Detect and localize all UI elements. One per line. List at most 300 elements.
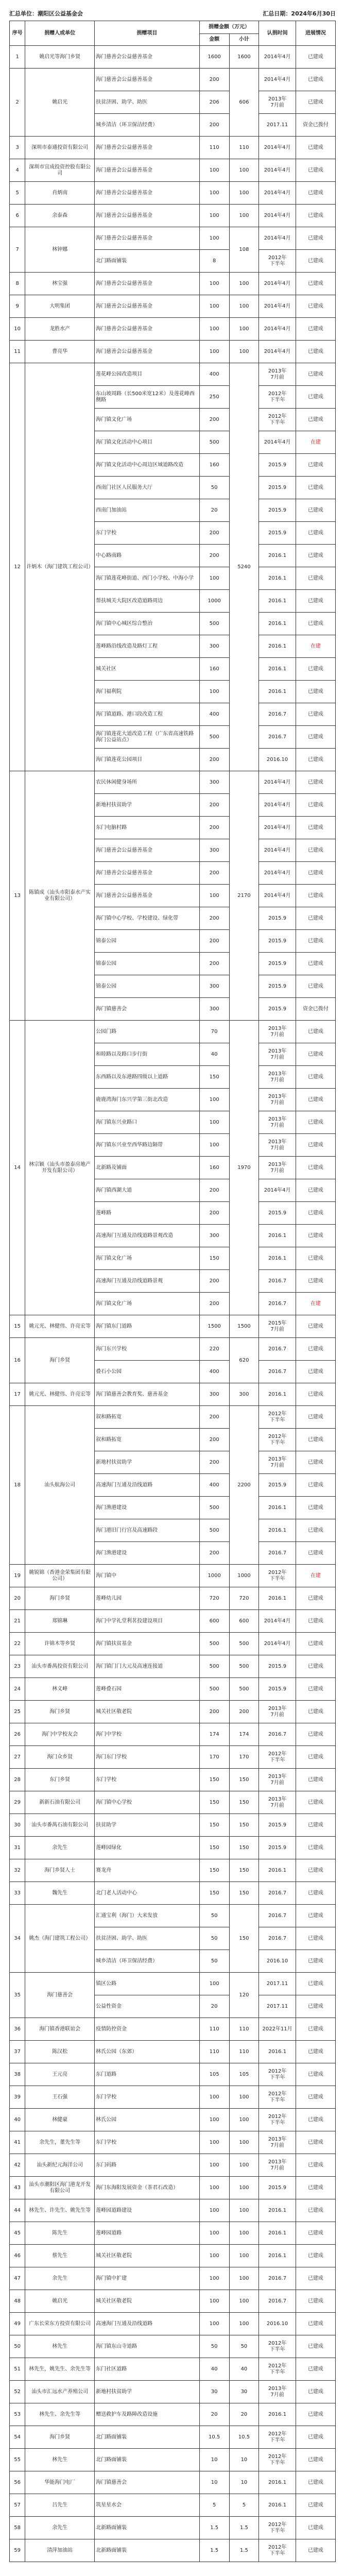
amount-cell: 5: [199, 2494, 229, 2517]
status-cell: 已建成: [296, 2517, 335, 2539]
status-cell: 已建成: [296, 1315, 335, 1338]
project-cell: 锦泰公园: [95, 930, 200, 953]
date-cell: 2016.7: [259, 726, 296, 749]
amount-cell: 250: [199, 386, 229, 409]
project-cell: 城关社区: [95, 658, 200, 681]
donor-cell: 姚启光: [25, 69, 95, 137]
amount-cell: 105: [199, 2063, 229, 2086]
amount-cell: 100: [199, 2177, 229, 2199]
date-cell: 2016.1: [259, 2041, 296, 2063]
date-cell: 2016.1: [259, 590, 296, 613]
project-cell: 海门镇文化活动中心项目: [95, 431, 200, 454]
date-cell: 2014年4月: [259, 273, 296, 295]
table-row: [10, 227, 336, 250]
amount-cell: 170: [199, 1746, 229, 1769]
subtotal-cell: 100: [229, 2109, 259, 2131]
amount-cell: 150: [199, 1791, 229, 1814]
date-cell: 2013年 7月前: [259, 2131, 296, 2154]
amount-cell: 70: [199, 1021, 229, 1043]
amount-cell: 100: [199, 2245, 229, 2267]
subtotal-cell: 150: [229, 1859, 259, 1882]
date-cell: 2016.7: [259, 1293, 296, 1315]
amount-cell: 100: [199, 1134, 229, 1157]
status-cell: 已建成: [296, 953, 335, 975]
project-cell: 海门慈善会公益慈善基金: [95, 318, 200, 341]
table-row: [10, 2517, 336, 2539]
table-row: [10, 771, 336, 794]
row-number: 49: [10, 2313, 25, 2335]
amount-cell: 300: [199, 1225, 229, 1247]
status-cell: 已建成: [296, 1270, 335, 1293]
project-cell: 海门慈善会公益慈善基金: [95, 862, 200, 885]
amount-cell: 200: [199, 1179, 229, 1202]
amount-cell: 50: [199, 1950, 229, 1973]
row-number: 39: [10, 2086, 25, 2109]
status-cell: 已建成: [296, 975, 335, 998]
project-cell: 莲峰园道路: [95, 2222, 200, 2245]
row-number: 51: [10, 2358, 25, 2381]
table-row: [10, 159, 336, 182]
table-row: [10, 2041, 336, 2063]
amount-cell: 1.5: [199, 2539, 229, 2562]
date-cell: 2016.7: [259, 1723, 296, 1746]
project-cell: 海门镇东门道路: [95, 1315, 200, 1338]
subtotal-cell: 10: [229, 2471, 259, 2494]
date-cell: 2016.1: [259, 635, 296, 658]
table-row: [10, 273, 336, 295]
amount-cell: 200: [199, 1293, 229, 1315]
status-cell: 已建成: [296, 1066, 335, 1089]
project-cell: 海门镇中心学校: [95, 1791, 200, 1814]
date-cell: 2016.7: [259, 1542, 296, 1565]
date-cell: 2014年4月: [259, 817, 296, 839]
status-cell: 已建成: [296, 1859, 335, 1882]
date-cell: 2014年4月: [259, 341, 296, 363]
row-number: 56: [10, 2471, 25, 2494]
amount-cell: 400: [199, 1361, 229, 1383]
status-cell: 已建成: [296, 703, 335, 726]
row-number: 44: [10, 2199, 25, 2222]
row-number: 29: [10, 1791, 25, 1814]
status-cell: 已建成: [296, 885, 335, 907]
date-cell: 2012年 下半年: [259, 2358, 296, 2381]
subtotal-cell: 500: [229, 1678, 259, 1701]
date-cell: 2014年4月: [259, 431, 296, 454]
amount-cell: 20: [199, 499, 229, 522]
date-cell: 2013年 7月前: [259, 1111, 296, 1134]
status-cell: 已建成: [296, 1406, 335, 1429]
donor-cell: 林先生、余先生等: [25, 2403, 95, 2426]
subtotal-cell: 620: [229, 1338, 259, 1383]
table-row: [10, 2539, 336, 2562]
date-cell: 2016.1: [259, 1383, 296, 1406]
date-cell: 2014年4月: [259, 885, 296, 907]
status-cell: 已建成: [296, 182, 335, 205]
date-cell: 2012年 下半年: [259, 2539, 296, 2562]
row-number: 4: [10, 159, 25, 182]
date-cell: 2012年 下半年: [259, 2335, 296, 2358]
amount-cell: 50: [199, 2335, 229, 2358]
table-row: [10, 1701, 336, 1723]
status-cell: 已建成: [296, 726, 335, 749]
project-cell: 莲峰叠石园: [95, 1678, 200, 1701]
date-cell: 2013年 7月前: [259, 1701, 296, 1723]
row-number: 32: [10, 1859, 25, 1882]
date-label: 汇总日期：2024年6月30日: [263, 10, 336, 17]
row-number: 9: [10, 295, 25, 318]
table-row: [10, 1882, 336, 1905]
table-row: [10, 2086, 336, 2109]
amount-cell: 150: [199, 1882, 229, 1905]
project-cell: 海门镇莲花公园项目: [95, 749, 200, 771]
subtotal-cell: 100: [229, 2222, 259, 2245]
project-cell: 海门镇门门大元及高速连接道: [95, 1655, 200, 1678]
amount-cell: 300: [199, 635, 229, 658]
donor-cell: 海门乡贤: [25, 2426, 95, 2449]
date-cell: 2013年 7月前: [259, 1451, 296, 1474]
date-cell: 2015年 7月前: [259, 1315, 296, 1338]
project-cell: 海门镇慈善会: [95, 998, 200, 1021]
row-number: 52: [10, 2381, 25, 2403]
status-cell: 已建成: [296, 1995, 335, 2018]
date-cell: 2013年 7月前: [259, 363, 296, 386]
amount-cell: 100: [199, 2109, 229, 2131]
row-number: 55: [10, 2449, 25, 2471]
amount-cell: 10: [199, 2471, 229, 2494]
status-cell: 已建成: [296, 1179, 335, 1202]
amount-cell: 100: [199, 567, 229, 590]
project-cell: 海门镇东兴业路口: [95, 1111, 200, 1134]
amount-cell: 206: [199, 91, 229, 114]
date-cell: 2016.10: [259, 2313, 296, 2335]
project-cell: 海门慈善会公益慈善基金: [95, 273, 200, 295]
date-cell: 2016.7: [259, 1927, 296, 1950]
project-cell: 高速海门互通及沿线道路景观: [95, 1270, 200, 1293]
donor-cell: 大明集团: [25, 295, 95, 318]
col-header-date: 认捐时间: [259, 21, 296, 46]
amount-cell: 100: [199, 227, 229, 250]
row-number: 26: [10, 1723, 25, 1746]
date-cell: 2022年11月: [259, 2018, 296, 2041]
amount-cell: 150: [199, 1066, 229, 1089]
col-header-subtotal: 小计: [229, 34, 259, 46]
project-cell: 海门镇东兴业至西华路边隔带: [95, 1134, 200, 1157]
amount-cell: 150: [199, 1859, 229, 1882]
project-cell: 海门东兴学校: [95, 1338, 200, 1361]
date-cell: 2012年 下半年: [259, 2449, 296, 2471]
status-cell: 已建成: [296, 2358, 335, 2381]
subtotal-cell: 100: [229, 2290, 259, 2313]
table-row: [10, 1769, 336, 1791]
amount-cell: 150: [199, 1837, 229, 1859]
status-cell: 已建成: [296, 771, 335, 794]
table-row: [10, 2245, 336, 2267]
row-number: 3: [10, 137, 25, 159]
status-cell: 已建成: [296, 907, 335, 930]
status-cell: 已建成: [296, 590, 335, 613]
subtotal-cell: 100: [229, 182, 259, 205]
amount-cell: 500: [199, 1497, 229, 1519]
status-cell: 已建成: [296, 205, 335, 227]
amount-cell: 50: [199, 1927, 229, 1950]
project-cell: 海门渔港建设: [95, 1497, 200, 1519]
project-cell: 东门学校: [95, 1769, 200, 1791]
subtotal-cell: 30: [229, 2381, 259, 2403]
amount-cell: 20: [199, 2403, 229, 2426]
table-row: [10, 1905, 336, 1927]
donor-cell: 王元亮: [25, 2063, 95, 2086]
amount-cell: 500: [199, 726, 229, 749]
amount-cell: 100: [199, 273, 229, 295]
project-cell: 高速海门互通及沿线道路景观改造: [95, 1225, 200, 1247]
table-row: [10, 2494, 336, 2517]
project-cell: 海门镇慈善会: [95, 2471, 200, 2494]
sheet-header: [9, 6, 336, 20]
row-number: 45: [10, 2222, 25, 2245]
status-cell: 已建成: [296, 363, 335, 386]
status-cell: 已建成: [296, 1723, 335, 1746]
status-cell: 已建成: [296, 1701, 335, 1723]
amount-cell: 200: [199, 817, 229, 839]
row-number: 24: [10, 1678, 25, 1701]
subtotal-cell: 105: [229, 2063, 259, 2086]
donor-cell: 林宝强: [25, 273, 95, 295]
project-cell: 林氏公园（东郊）: [95, 2041, 200, 2063]
date-cell: 2012年 下半年: [259, 2517, 296, 2539]
subtotal-cell: 120: [229, 1973, 259, 2018]
amount-cell: 200: [199, 1429, 229, 1451]
status-cell: 已建成: [296, 1202, 335, 1225]
date-cell: 2015.9: [259, 1678, 296, 1701]
project-cell: 高速海门互通及沿线道路: [95, 1474, 200, 1497]
subtotal-cell: 1.5: [229, 2539, 259, 2562]
date-cell: 2014年4月: [259, 46, 296, 69]
table-row: [10, 2109, 336, 2131]
amount-cell: 100: [199, 681, 229, 703]
project-cell: 农民休闲健身场所: [95, 771, 200, 794]
date-cell: 2014年4月: [259, 182, 296, 205]
amount-cell: 160: [199, 454, 229, 477]
donor-cell: 姚元光、林健伟、许亮宏等: [25, 1383, 95, 1406]
status-cell: 已建成: [296, 681, 335, 703]
project-cell: 海门镇东山寺道路: [95, 2335, 200, 2358]
amount-cell: 100: [199, 2222, 229, 2245]
table-row: [10, 46, 336, 69]
status-cell: 已建成: [296, 2403, 335, 2426]
status-cell: 已建成: [296, 1338, 335, 1361]
status-cell: 已建成: [296, 1089, 335, 1111]
project-cell: 东门道路: [95, 2063, 200, 2086]
amount-cell: 200: [199, 953, 229, 975]
donor-cell: 林先生、许先生、姚先生等: [25, 2199, 95, 2222]
date-cell: 2015.9: [259, 975, 296, 998]
donor-cell: 许炳木（海门建筑工程公司）: [25, 363, 95, 771]
subtotal-cell: 110: [229, 137, 259, 159]
date-cell: 2014年4月: [259, 1179, 296, 1202]
project-cell: 莲峰园绿化: [95, 1837, 200, 1859]
status-cell: 已建成: [296, 1474, 335, 1497]
project-cell: 城关社区敬老院: [95, 2245, 200, 2267]
date-cell: 2016.1: [259, 681, 296, 703]
amount-cell: 200: [199, 907, 229, 930]
table-row: [10, 1338, 336, 1361]
project-cell: 海门中学礼堂利茗投建设项目: [95, 1610, 200, 1633]
status-cell: 已建成: [296, 567, 335, 590]
project-cell: 扶贫助学: [95, 1814, 200, 1837]
subtotal-cell: 100: [229, 159, 259, 182]
row-number: 34: [10, 1905, 25, 1973]
project-cell: 海门镇文化广场: [95, 1293, 200, 1315]
project-cell: 赠送救护车及路障改造设施: [95, 2403, 200, 2426]
row-number: 42: [10, 2154, 25, 2177]
project-cell: 城关社区敬老院: [95, 2290, 200, 2313]
date-cell: 2016.7: [259, 1361, 296, 1383]
table-row: [10, 1655, 336, 1678]
status-cell: 已建成: [296, 273, 335, 295]
subtotal-cell: 170: [229, 1746, 259, 1769]
date-cell: 2016.1: [259, 567, 296, 590]
table-row: [10, 2018, 336, 2041]
project-cell: 东门学校: [95, 2086, 200, 2109]
project-cell: 海门镇道路、港口段改造工程: [95, 703, 200, 726]
subtotal-cell: 100: [229, 2313, 259, 2335]
date-cell: 2012年 下半年: [259, 386, 296, 409]
project-cell: 北门路面铺装: [95, 250, 200, 273]
subtotal-cell: 100: [229, 2154, 259, 2177]
date-cell: 2015.9: [259, 522, 296, 545]
date-cell: 2016.7: [259, 703, 296, 726]
status-cell: 已建成: [296, 749, 335, 771]
donor-cell: 余先生，董先生等: [25, 2131, 95, 2154]
project-cell: 东山坡周路（长500米宽12米）及莲花峰西侧路: [95, 386, 200, 409]
donor-cell: 东门乡贤: [25, 1769, 95, 1791]
donor-cell: 魏先生: [25, 1882, 95, 1905]
date-cell: 2016.10: [259, 749, 296, 771]
status-cell: 已建成: [296, 2222, 335, 2245]
project-cell: 海门港旧门行宫及高速路段: [95, 1519, 200, 1542]
project-cell: 北门路面铺装: [95, 2426, 200, 2449]
donation-table: [9, 21, 336, 2562]
status-cell: 已建成: [296, 839, 335, 862]
project-cell: 扶贫济困、助学、助医: [95, 1927, 200, 1950]
status-cell: 已建成: [296, 1134, 335, 1157]
donor-cell: 曹亮华: [25, 341, 95, 363]
amount-cell: 1.5: [199, 2517, 229, 2539]
col-header-amount-value: 金额: [199, 34, 229, 46]
table-row: [10, 1406, 336, 1429]
donor-cell: 海门中学校友会: [25, 1723, 95, 1746]
status-cell: 资金已拨付: [296, 114, 335, 137]
date-cell: 2014年4月: [259, 862, 296, 885]
amount-cell: 100: [199, 318, 229, 341]
project-cell: 海门中学校: [95, 1723, 200, 1746]
table-row: [10, 1973, 336, 1995]
date-cell: 2013年 7月前: [259, 1089, 296, 1111]
status-cell: 已建成: [296, 1429, 335, 1451]
date-cell: 2013年 7月前: [259, 1157, 296, 1179]
date-cell: 2012年 下半年: [259, 2086, 296, 2109]
donor-cell: 海门众乡贤: [25, 1746, 95, 1769]
subtotal-cell: 150: [229, 1882, 259, 1905]
table-row: [10, 1723, 336, 1746]
status-cell: 已建成: [296, 2471, 335, 2494]
status-cell: 已建成: [296, 1519, 335, 1542]
project-cell: 中心路南路: [95, 545, 200, 567]
date-cell: 2013年 7月前: [259, 1791, 296, 1814]
status-cell: 已建成: [296, 2018, 335, 2041]
date-cell: 2016.7: [259, 1270, 296, 1293]
date-cell: 2012年 下半年: [259, 2063, 296, 2086]
project-cell: 公园门路: [95, 1021, 200, 1043]
project-cell: 海门镇扶贫基金: [95, 1633, 200, 1655]
date-cell: 2016.1: [259, 1497, 296, 1519]
date-cell: 2014年4月: [259, 227, 296, 250]
subtotal-cell: 100: [229, 2086, 259, 2109]
project-cell: 海门慈善会公益慈善基金: [95, 46, 200, 69]
table-row: [10, 2154, 336, 2177]
date-cell: 2016.7: [259, 1905, 296, 1927]
row-number: 37: [10, 2041, 25, 2063]
date-cell: 2013年 7月前: [259, 1134, 296, 1157]
col-header-project: 捐赠项目: [95, 21, 200, 46]
status-cell: 已建成: [296, 862, 335, 885]
amount-cell: 40: [199, 1043, 229, 1066]
date-cell: 2014年4月: [259, 69, 296, 91]
subtotal-cell: 100: [229, 205, 259, 227]
donor-cell: 余泰森: [25, 205, 95, 227]
subtotal-cell: 100: [229, 2177, 259, 2199]
date-cell: 2017.11: [259, 1973, 296, 1995]
project-cell: 新地村扶贫助学: [95, 1451, 200, 1474]
amount-cell: 200: [199, 69, 229, 91]
date-cell: 2013年 7月前: [259, 1769, 296, 1791]
table-row: [10, 318, 336, 341]
status-cell: 已建成: [296, 1655, 335, 1678]
subtotal-cell: 1500: [229, 1315, 259, 1338]
amount-cell: 200: [199, 1406, 229, 1429]
table-row: [10, 295, 336, 318]
date-cell: 2012年 下半年: [259, 250, 296, 273]
date-cell: 2015.9: [259, 907, 296, 930]
status-cell: 已建成: [296, 1111, 335, 1134]
date-cell: 2014年4月: [259, 839, 296, 862]
date-cell: 2016.7: [259, 1338, 296, 1361]
amount-cell: 100: [199, 159, 229, 182]
table-row: [10, 137, 336, 159]
status-cell: 已建成: [296, 2041, 335, 2063]
status-cell: 已建成: [296, 930, 335, 953]
date-cell: 2016.1: [259, 2471, 296, 2494]
status-cell: 已建成: [296, 522, 335, 545]
project-cell: 城乡清洁（环卫保洁经费）: [95, 114, 200, 137]
date-cell: 2014年4月: [259, 1610, 296, 1633]
row-number: 19: [10, 1565, 25, 1587]
subtotal-cell: 720: [229, 1587, 259, 1610]
amount-cell: 20: [199, 1995, 229, 2018]
project-cell: 海门镇莲花峰街道、西门小学校、中海小学: [95, 567, 200, 590]
amount-cell: 200: [199, 1542, 229, 1565]
status-cell: 已建成: [296, 2267, 335, 2290]
project-cell: 海门镇中扩建: [95, 2267, 200, 2290]
date-cell: 2016.1: [259, 1519, 296, 1542]
amount-cell: 100: [199, 1973, 229, 1995]
row-number: 58: [10, 2517, 25, 2539]
project-cell: 扶贫济困、助学、助医: [95, 91, 200, 114]
donor-cell: 姚杰（海门建筑工程公司）: [25, 1905, 95, 1973]
amount-cell: 200: [199, 930, 229, 953]
date-cell: 2015.9: [259, 1655, 296, 1678]
row-number: 1: [10, 46, 25, 69]
